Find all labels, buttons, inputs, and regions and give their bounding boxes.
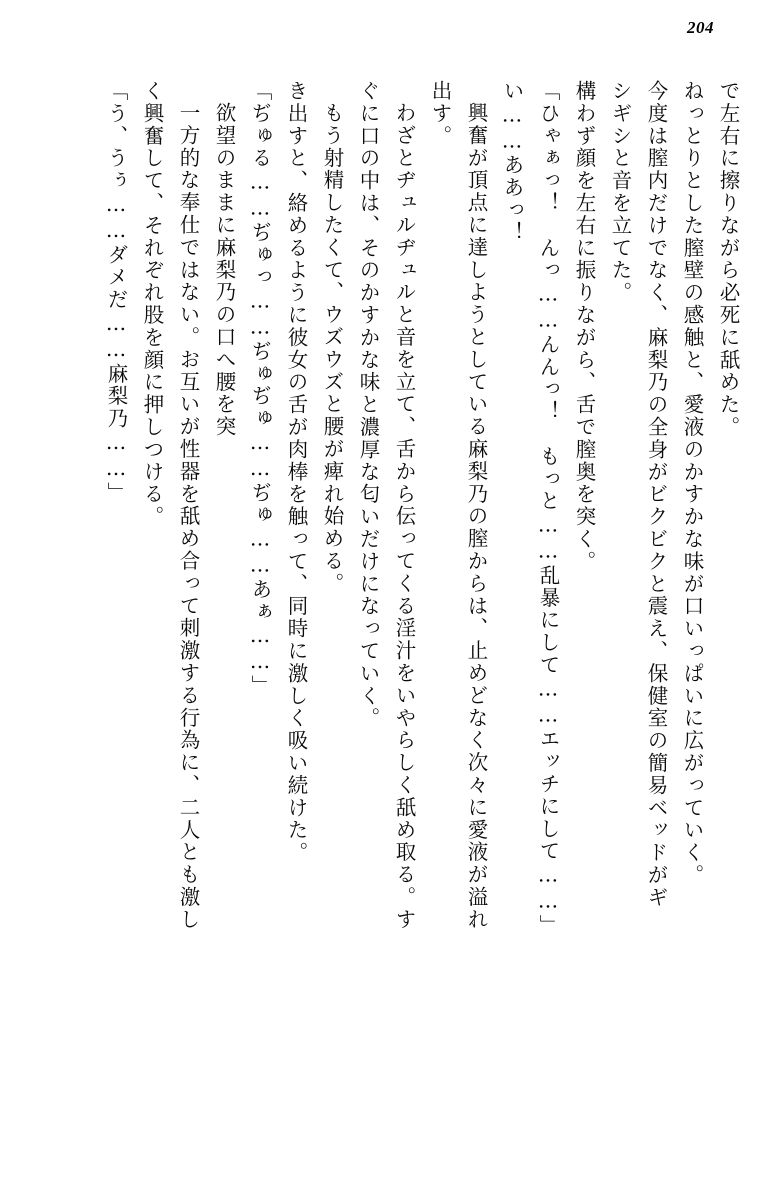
- text-line: く興奮して、それぞれ股を顔に押しつける。: [140, 80, 164, 528]
- text-line: ぐに口の中は、そのかすかな味と濃厚な匂いだけになっていく。: [356, 80, 380, 730]
- vertical-text-body: [52, 80, 738, 1162]
- page-number: 204: [687, 18, 714, 37]
- text-line: 構わず顔を左右に振りながら、舌で膣奥を突く。: [572, 80, 596, 573]
- text-line: もう射精したくて、ウズウズと腰が痺れ始める。: [320, 102, 344, 595]
- text-line: わざとヂュルヂュルと音を立て、舌から伝ってくる淫汁をいやらしく舐め取る。す: [392, 102, 416, 931]
- text-line: 欲望のままに麻梨乃の口へ腰を突: [212, 102, 236, 438]
- text-line: シギシと音を立てた。: [608, 80, 632, 304]
- text-line: 一方的な奉仕ではない。お互いが性器を舐め合って刺激する行為に、二人とも激し: [176, 102, 200, 931]
- text-line: い……ああっ！: [500, 80, 524, 244]
- text-line: 出す。: [428, 80, 452, 148]
- text-line: 「ぢゅる……ぢゅっ……ぢゅぢゅ……ぢゅ……あぁ……」: [248, 80, 272, 698]
- text-line: 「う、うぅ……ダメだ……麻梨乃……」: [104, 80, 128, 505]
- text-line: で左右に擦りながら必死に舐めた。: [716, 80, 740, 439]
- text-line: 「ひゃぁっ！ んっ……んんっ！ もっと……乱暴にして……エッチにして……」: [536, 80, 560, 937]
- text-line: 今度は膣内だけでなく、麻梨乃の全身がビクビクと震え、保健室の簡易ベッドがギ: [644, 80, 668, 909]
- text-line: 興奮が頂点に達しようとしている麻梨乃の膣からは、止めどなく次々に愛液が溢れ: [464, 102, 488, 931]
- text-line: ねっとりとした膣壁の感触と、愛液のかすかな味が口いっぱいに広がっていく。: [680, 80, 704, 887]
- text-line: き出すと、絡めるように彼女の舌が肉棒を触って、同時に激しく吸い続けた。: [284, 80, 308, 864]
